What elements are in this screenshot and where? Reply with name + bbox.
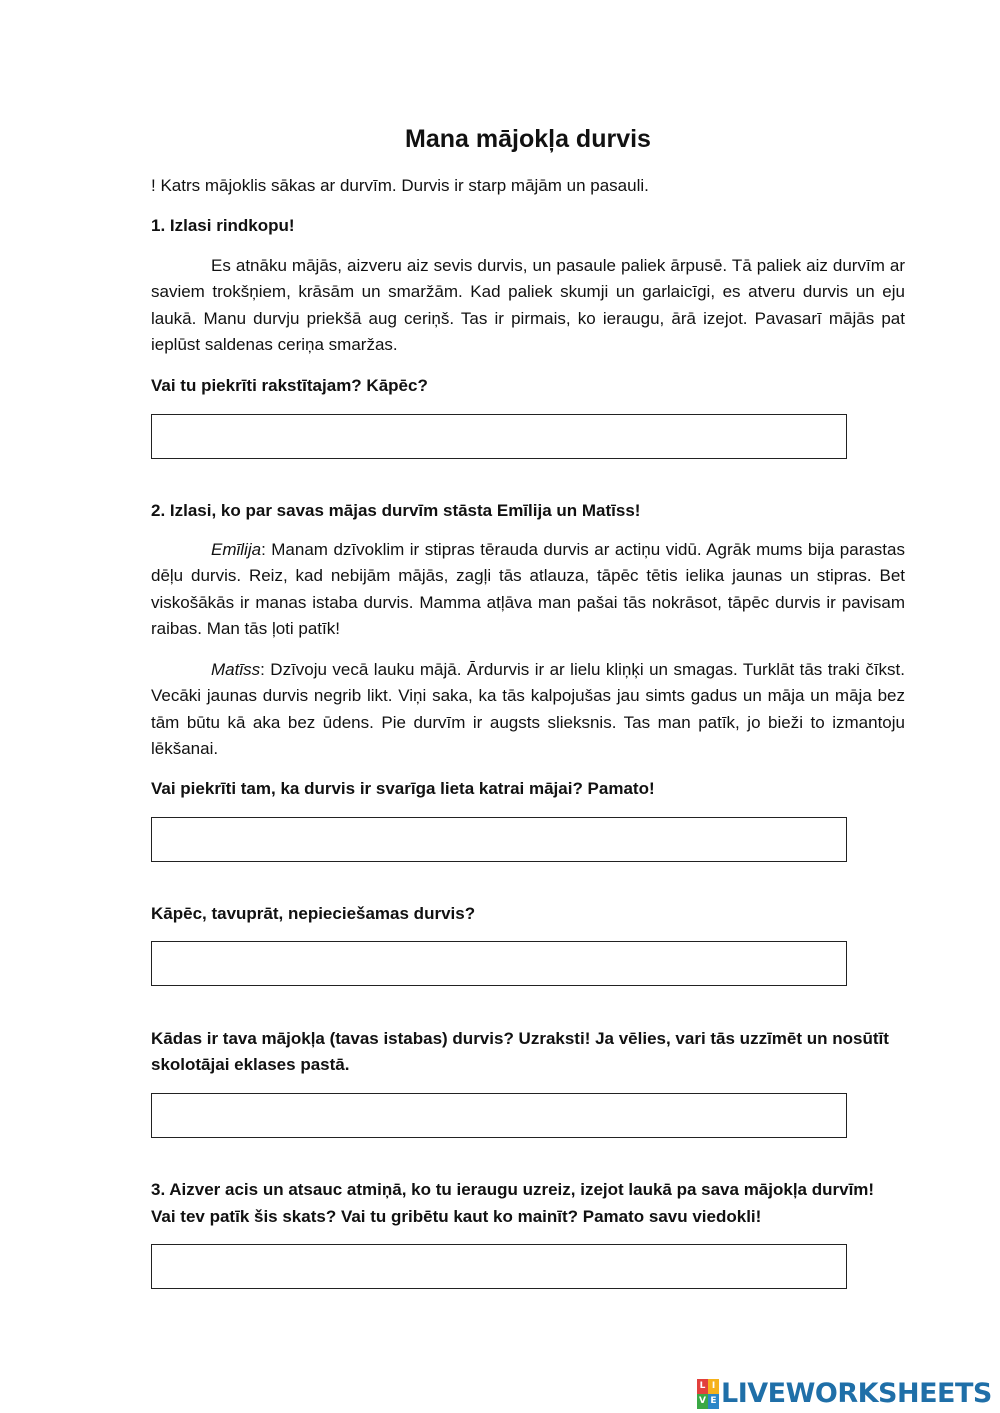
matiss-paragraph xyxy=(151,657,905,762)
matiss-name: Matīss xyxy=(211,660,261,679)
answer-box-3[interactable] xyxy=(151,941,847,986)
task2-question3-line2: skolotājai eklases pastā. xyxy=(151,1055,350,1074)
logo-text: LIVEWORKSHEETS xyxy=(721,1378,992,1409)
logo-mark-icon xyxy=(697,1379,719,1409)
answer-box-2[interactable] xyxy=(151,817,847,862)
logo-mark-i: I xyxy=(708,1379,719,1394)
page-title: Mana mājokļa durvis xyxy=(405,125,651,153)
emilija-text: : Manam dzīvoklim ir stipras tērauda durvis ar actiņu vidū. Agrāk mums bija parastas dēļu durvis. Reiz, kad nebijām mājās, zagļi tās atlauza, tāpēc tētis ielika jaunas un stipras. Bet viskošākās ir manas istaba durvis. Mamma atļāva man pašai tās nokrāsot, tāpēc durvis ir pavisam raibas. Man tās ļoti patīk! xyxy=(151,540,905,638)
emilija-paragraph xyxy=(151,537,905,642)
task3-line1: 3. Aizver acis un atsauc atmiņā, ko tu ieraugu uzreiz, izejot laukā pa sava mājokļa durvīm! xyxy=(151,1180,875,1199)
intro-text: ! Katrs mājoklis sākas ar durvīm. Durvis ir starp mājām un pasauli. xyxy=(151,176,649,195)
task1-question: Vai tu piekrīti rakstītajam? Kāpēc? xyxy=(151,376,428,395)
task2-heading: 2. Izlasi, ko par savas mājas durvīm stāsta Emīlija un Matīss! xyxy=(151,501,641,520)
logo-mark-v: V xyxy=(697,1394,708,1409)
task3-line2: Vai tev patīk šis skats? Vai tu gribētu kaut ko mainīt? Pamato savu viedokli! xyxy=(151,1207,762,1226)
task2-question3-line1: Kādas ir tava mājokļa (tavas istabas) durvis? Uzraksti! Ja vēlies, vari tās uzzīmēt un nosūtīt xyxy=(151,1029,889,1048)
emilija-name: Emīlija xyxy=(211,540,262,559)
task2-question1: Vai piekrīti tam, ka durvis ir svarīga lieta katrai mājai? Pamato! xyxy=(151,779,655,798)
matiss-text: : Dzīvoju vecā lauku mājā. Ārdurvis ir ar lielu kliņķi un smagas. Turklāt tās traki čīkst. Vecāki jaunas durvis negrib likt. Viņi saka, ka tās kalpojušas jau simts gadus un māja un māja bez tām būtu kā aka bez ūdens. Pie durvīm ir augsts slieksnis. Tas man patīk, jo bieži to izmantoju lēkšanai. xyxy=(151,660,905,758)
answer-box-5[interactable] xyxy=(151,1244,847,1289)
logo-mark-e: E xyxy=(708,1394,719,1409)
logo-mark-l: L xyxy=(697,1379,708,1394)
liveworksheets-logo xyxy=(697,1377,992,1411)
task2-question2: Kāpēc, tavuprāt, nepieciešamas durvis? xyxy=(151,904,476,923)
answer-box-1[interactable] xyxy=(151,414,847,459)
task1-paragraph: Es atnāku mājās, aizveru aiz sevis durvis, un pasaule paliek ārpusē. Tā paliek aiz durvīm ar saviem trokšņiem, krāsām un smaržām. Kad paliek skumji un garlaicīgi, es atveru durvis un eju laukā. Manu durvju priekšā aug ceriņš. Tas ir pirmais, ko ieraugu, ārā izejot. Pavasarī mājās pat ieplūst saldenas ceriņa smaržas. xyxy=(151,256,905,354)
task1-heading: 1. Izlasi rindkopu! xyxy=(151,216,295,235)
answer-box-4[interactable] xyxy=(151,1093,847,1138)
